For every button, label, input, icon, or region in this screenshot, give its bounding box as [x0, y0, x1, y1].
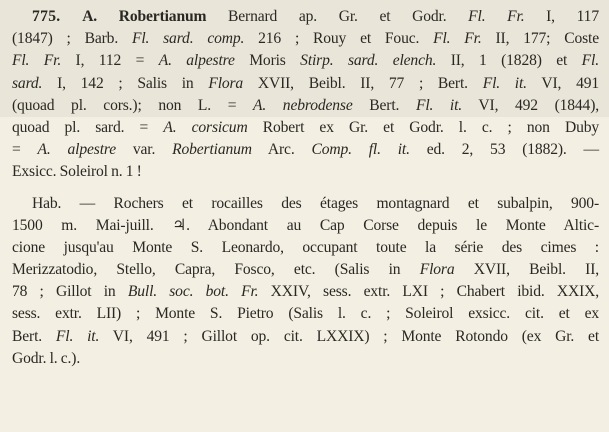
text-run: I, 142 ; Salis in: [42, 74, 209, 92]
text-run: ed. 2, 53 (1882). —: [409, 141, 599, 159]
italic-run: Fl. it.: [482, 74, 527, 92]
text-run: Godr. l. c.).: [12, 349, 81, 367]
text-line: [12, 161, 599, 183]
text-run: I, 117: [524, 8, 599, 25]
text-run: VI, 492 (1844),: [462, 96, 599, 114]
italic-run: Fl.: [581, 52, 599, 70]
text-run: Exsicc. Soleirol n. 1 !: [12, 163, 142, 181]
text-run: XVII, Beibl. II, 77 ; Bert.: [243, 74, 483, 92]
text-run: XVII, Beibl. II,: [454, 261, 600, 279]
italic-run: A. alpestre: [37, 141, 116, 159]
text-run: II, 1 (1828) et: [436, 52, 582, 70]
text-run: Robert ex Gr. et Godr. l. c. ; non Duby: [247, 118, 600, 136]
text-line: [12, 237, 599, 259]
text-run: Arc.: [251, 141, 312, 159]
text-line: [12, 326, 599, 348]
text-run: Bert.: [352, 96, 416, 114]
habitat-paragraph: [12, 193, 599, 371]
text-run: =: [12, 141, 38, 159]
italic-run: Fl. sard. comp.: [131, 30, 245, 48]
text-run: XXIV, sess. extr. LXI ; Chabert ibid. XXIX,: [258, 283, 600, 301]
text-run: II, 177; Coste: [481, 30, 599, 48]
italic-run: Fl. Fr.: [12, 52, 62, 70]
italic-run: A. nebrodense: [253, 96, 353, 114]
italic-run: Fl. Fr.: [468, 8, 525, 25]
text-line: [12, 73, 599, 95]
synonymy-paragraph: [12, 6, 599, 184]
text-run: cione jusqu'au Monte S. Leonardo, occupant toute la série des cimes :: [12, 238, 599, 256]
text-run: Bernard ap. Gr. et Godr.: [206, 8, 469, 25]
italic-run: Fl. Fr.: [433, 30, 482, 48]
text-line: [12, 6, 599, 28]
italic-run: Robertianum: [172, 141, 252, 159]
text-line: [12, 303, 599, 325]
text-line: [12, 95, 599, 117]
text-line: [12, 117, 599, 139]
species-entry: [12, 6, 599, 370]
text-run: Hab. — Rochers et rocailles des étages montagnard et subalpin, 900-: [32, 194, 599, 212]
text-run: (1847) ; Barb.: [12, 30, 132, 48]
italic-run: Flora: [419, 261, 455, 279]
italic-run: Comp. fl. it.: [311, 141, 410, 159]
italic-run: Fl. it.: [415, 96, 463, 114]
text-run: quoad pl. sard. =: [12, 118, 164, 136]
text-line: [12, 193, 599, 215]
text-run: (quoad pl. cors.); non L. =: [12, 96, 254, 114]
species-epithet: Robertianum: [118, 8, 207, 25]
text-run: sess. extr. LII) ; Monte S. Pietro (Salis l. c. ; Soleirol exsicc. cit. et ex: [12, 305, 599, 323]
text-run: VI, 491: [526, 74, 600, 92]
text-run: var.: [116, 141, 173, 159]
text-run: Bert.: [12, 327, 56, 345]
italic-run: sard.: [12, 74, 43, 92]
text-run: VI, 491 ; Gillot op. cit. LXXIX) ; Monte Rotondo (ex Gr. et: [99, 327, 599, 345]
italic-run: A. corsicum: [163, 118, 248, 136]
text-line: [12, 281, 599, 303]
italic-run: Stirp. sard. elench.: [300, 52, 437, 70]
text-run: 216 ; Rouy et Fouc.: [244, 30, 434, 48]
italic-run: A. alpestre: [158, 52, 235, 70]
text-line: [12, 348, 599, 370]
entry-number: 775.: [32, 8, 61, 25]
text-line: [12, 139, 599, 161]
line-rest: [206, 8, 599, 25]
text-run: Moris: [234, 52, 301, 70]
text-run: 1500 m. Mai-juill. ♃. Abondant au Cap Corse depuis le Monte Altic-: [12, 216, 599, 234]
genus-abbreviation: A.: [82, 8, 98, 25]
text-line: [12, 259, 599, 281]
text-line: [12, 50, 599, 72]
italic-run: Bull. soc. bot. Fr.: [127, 283, 259, 301]
italic-run: Flora: [208, 74, 244, 92]
text-run: Merizzatodio, Stello, Capra, Fosco, etc. (Salis in: [12, 261, 420, 279]
text-run: 78 ; Gillot in: [12, 283, 128, 301]
text-line: [12, 215, 599, 237]
text-line: [12, 28, 599, 50]
italic-run: Fl. it.: [55, 327, 100, 345]
text-run: I, 112 =: [61, 52, 159, 70]
